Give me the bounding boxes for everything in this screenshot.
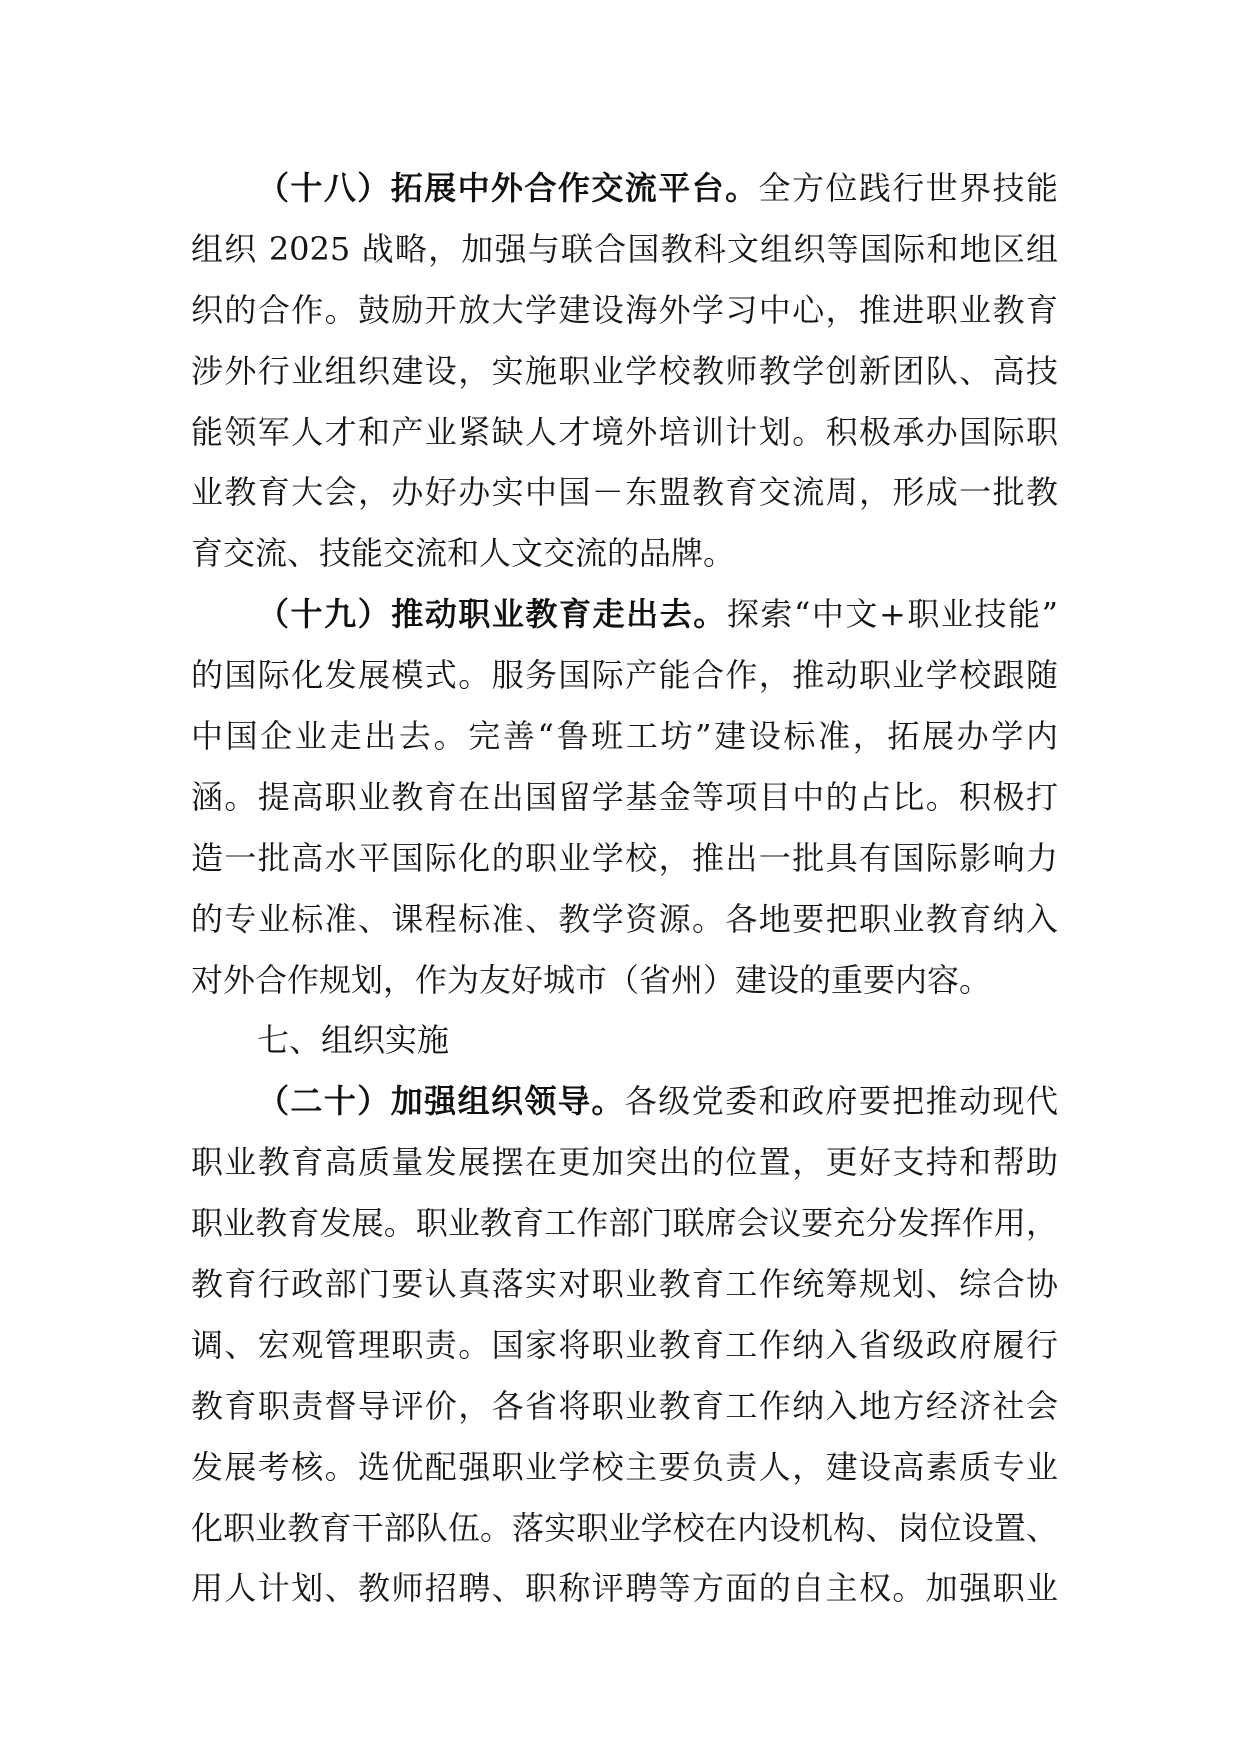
paragraph-line: 造一批高水平国际化的职业学校，推出一批具有国际影响力: [191, 838, 1058, 877]
line-text: 探索“中文+职业技能”: [726, 595, 1058, 634]
paragraph-line: 涵。提高职业教育在出国留学基金等项目中的占比。积极打: [191, 777, 1058, 816]
line-text: 全方位践行世界技能: [758, 169, 1058, 207]
paragraph-line: 涉外行业组织建设，实施职业学校教师教学创新团队、高技: [191, 351, 1058, 390]
paragraph-line: 业教育大会，办好办实中国－东盟教育交流周，形成一批教: [191, 473, 1058, 512]
paragraph-line: 中国企业走出去。完善“鲁班工坊”建设标准，拓展办学内: [191, 717, 1058, 756]
chapter-heading: 七、组织实施: [257, 1021, 450, 1060]
paragraph-lead-title: （二十）加强组织领导。: [257, 1082, 625, 1121]
paragraph-section-19: [191, 584, 1058, 1010]
paragraph-line: 用人计划、教师招聘、职称评聘等方面的自主权。加强职业: [191, 1569, 1058, 1608]
paragraph-line: 职业教育高质量发展摆在更加突出的位置，更好支持和帮助: [191, 1143, 1058, 1182]
paragraph-line: 组织 2025 战略，加强与联合国教科文组织等国际和地区组: [191, 229, 1058, 268]
paragraph-last-line: 育交流、技能交流和人文交流的品牌。: [191, 534, 736, 573]
paragraph-last-line: 对外合作规划，作为友好城市（省州）建设的重要内容。: [191, 960, 992, 999]
paragraph-line: 调、宏观管理职责。国家将职业教育工作纳入省级政府履行: [191, 1325, 1058, 1364]
paragraph-first-line: [191, 584, 1058, 645]
paragraph-section-18: [191, 158, 1058, 584]
paragraph-line: 教育职责督导评价，各省将职业教育工作纳入地方经济社会: [191, 1386, 1058, 1425]
paragraph-line: 能领军人才和产业紧缺人才境外培训计划。积极承办国际职: [191, 412, 1058, 451]
paragraph-line: 的专业标准、课程标准、教学资源。各地要把职业教育纳入: [191, 899, 1058, 938]
paragraph-line: 化职业教育干部队伍。落实职业学校在内设机构、岗位设置、: [191, 1508, 1058, 1547]
paragraph-line: 教育行政部门要认真落实对职业教育工作统筹规划、综合协: [191, 1265, 1058, 1304]
paragraph-line: 职业教育发展。职业教育工作部门联席会议要充分发挥作用，: [191, 1204, 1058, 1243]
paragraph-first-line: [191, 158, 1058, 219]
paragraph-first-line: [191, 1071, 1058, 1132]
paragraph-section-20: [191, 1071, 1058, 1619]
line-text: 各级党委和政府要把推动现代: [624, 1082, 1058, 1121]
paragraph-lead-title: （十九）推动职业教育走出去。: [257, 595, 727, 634]
paragraph-line: 的国际化发展模式。服务国际产能合作，推动职业学校跟随: [191, 656, 1058, 695]
document-body: [191, 158, 1058, 1619]
paragraph-line: 发展考核。选优配强职业学校主要负责人，建设高素质专业: [191, 1447, 1058, 1486]
paragraph-lead-title: （十八）拓展中外合作交流平台。: [257, 169, 759, 207]
paragraph-line: 织的合作。鼓励开放大学建设海外学习中心，推进职业教育: [191, 290, 1058, 329]
